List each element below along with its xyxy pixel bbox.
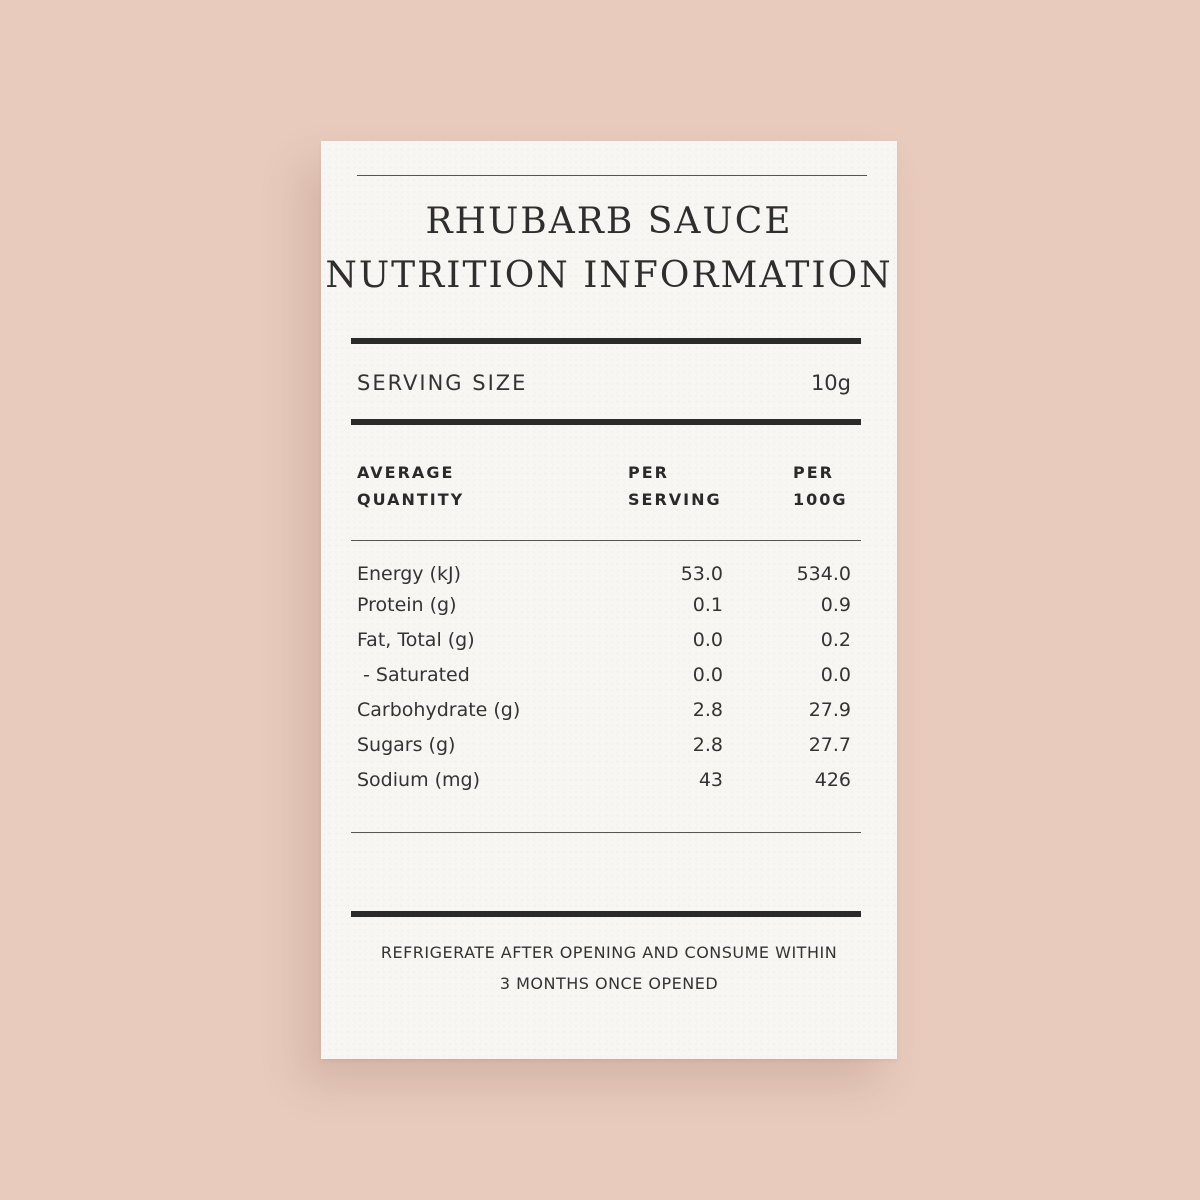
table-row — [357, 769, 851, 804]
nutrient-table — [357, 563, 851, 804]
serving-size-label: SERVING SIZE — [357, 371, 528, 395]
header-text: PER — [793, 463, 834, 482]
per-serving-value: 0.0 — [692, 664, 723, 686]
serving-size-value: 10g — [810, 371, 851, 395]
top-divider — [357, 175, 867, 176]
table-row — [357, 664, 851, 699]
nutrient-name: - Saturated — [357, 664, 470, 686]
per-serving-value: 2.8 — [692, 699, 723, 721]
storage-instructions — [321, 937, 897, 999]
table-row — [357, 734, 851, 769]
per-100g-value: 27.7 — [808, 734, 851, 756]
per-100g-value: 0.2 — [820, 629, 851, 651]
nutrient-name: Energy (kJ) — [357, 563, 461, 585]
header-text: PER — [628, 463, 669, 482]
per-100g-value: 534.0 — [796, 563, 851, 585]
per-serving-value: 2.8 — [692, 734, 723, 756]
nutrition-label-card — [321, 141, 897, 1059]
per-100g-value: 0.0 — [820, 664, 851, 686]
per-100g-value: 426 — [814, 769, 851, 791]
header-per-serving — [628, 459, 722, 513]
header-text: QUANTITY — [357, 490, 465, 509]
header-text: SERVING — [628, 490, 722, 509]
footer-line: 3 MONTHS ONCE OPENED — [499, 974, 719, 993]
nutrient-name: Sugars (g) — [357, 734, 456, 756]
thick-divider-1 — [351, 338, 861, 344]
per-serving-value: 53.0 — [680, 563, 723, 585]
header-text: 100G — [793, 490, 848, 509]
label-heading: NUTRITION INFORMATION — [325, 255, 893, 296]
thin-divider-2 — [351, 832, 861, 833]
nutrient-name: Sodium (mg) — [357, 769, 481, 791]
nutrient-name: Fat, Total (g) — [357, 629, 475, 651]
per-serving-value: 0.0 — [692, 629, 723, 651]
per-100g-value: 27.9 — [808, 699, 851, 721]
per-serving-value: 0.1 — [692, 594, 723, 616]
per-100g-value: 0.9 — [820, 594, 851, 616]
thick-divider-3 — [351, 911, 861, 917]
per-serving-value: 43 — [698, 769, 723, 791]
table-row — [357, 563, 851, 594]
header-per-100g — [793, 459, 848, 513]
table-row — [357, 699, 851, 734]
thin-divider-1 — [351, 540, 861, 541]
header-text: AVERAGE — [357, 463, 455, 482]
footer-line: REFRIGERATE AFTER OPENING AND CONSUME WITHIN — [380, 943, 838, 962]
product-title: RHUBARB SAUCE — [425, 201, 793, 242]
nutrient-name: Protein (g) — [357, 594, 457, 616]
thick-divider-2 — [351, 419, 861, 425]
nutrient-name: Carbohydrate (g) — [357, 699, 521, 721]
table-row — [357, 594, 851, 629]
header-average-quantity — [357, 459, 464, 513]
table-row — [357, 629, 851, 664]
